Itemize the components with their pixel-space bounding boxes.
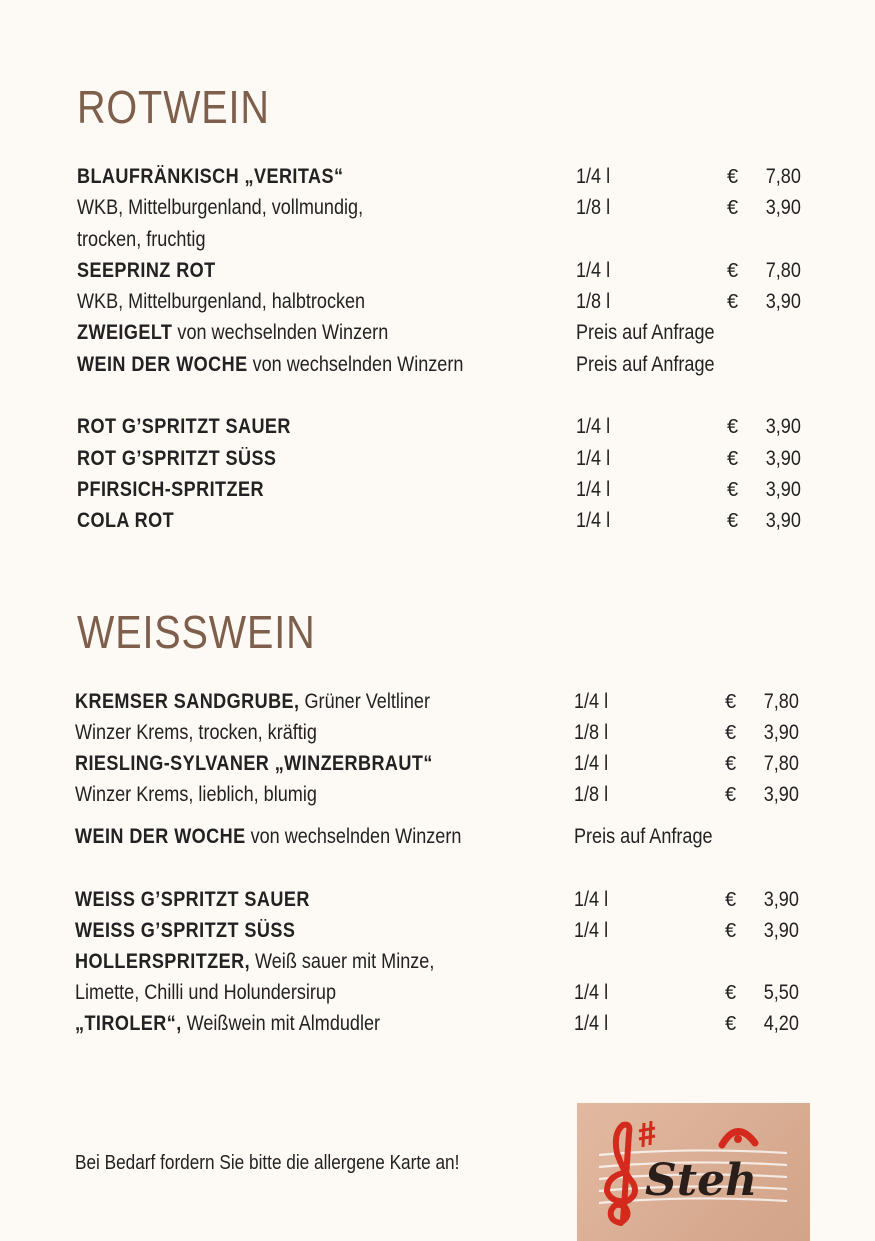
currency-symbol: € bbox=[727, 166, 739, 188]
item-details: von wechselnden Winzern bbox=[172, 321, 389, 344]
currency-symbol: € bbox=[725, 920, 737, 942]
item-quantity: 1/4 l bbox=[576, 165, 611, 188]
item-details: Grüner Veltliner bbox=[299, 690, 430, 713]
item-name: SEEPRINZ ROT bbox=[77, 259, 216, 282]
item-price: 3,90 bbox=[765, 196, 801, 219]
item-price: 3,90 bbox=[765, 290, 801, 313]
menu-item-row bbox=[77, 193, 801, 223]
item-name: WEIN DER WOCHE bbox=[77, 353, 248, 376]
currency-symbol: € bbox=[725, 1013, 737, 1035]
allergen-note: Bei Bedarf fordern Sie bitte die allergene Karte an! bbox=[75, 1152, 460, 1174]
item-name: BLAUFRÄNKISCH „VERITAS“ bbox=[77, 165, 344, 188]
item-description bbox=[75, 780, 317, 810]
item-description bbox=[77, 412, 291, 442]
item-description bbox=[75, 885, 310, 915]
item-name: ROT G’SPRITZT SÜSS bbox=[77, 447, 277, 470]
menu-item-row bbox=[75, 822, 799, 852]
item-quantity: 1/8 l bbox=[576, 290, 611, 313]
item-price: 3,90 bbox=[765, 478, 801, 501]
menu-item-row bbox=[77, 162, 801, 192]
item-quantity: 1/4 l bbox=[576, 509, 611, 532]
currency-symbol: € bbox=[725, 691, 737, 713]
item-description bbox=[77, 506, 174, 536]
item-details: trocken, fruchtig bbox=[77, 228, 206, 251]
currency-symbol: € bbox=[725, 982, 737, 1004]
item-name: RIESLING-SYLVANER „WINZERBRAUT“ bbox=[75, 752, 433, 775]
item-price: 3,90 bbox=[765, 509, 801, 532]
item-quantity: 1/4 l bbox=[574, 752, 609, 775]
item-details: Limette, Chilli und Holundersirup bbox=[75, 981, 337, 1004]
item-description bbox=[77, 475, 264, 505]
section-title-weisswein: WEISSWEIN bbox=[77, 606, 316, 658]
item-details: von wechselnden Winzern bbox=[247, 353, 464, 376]
item-description bbox=[77, 444, 276, 474]
item-price: 7,80 bbox=[763, 752, 799, 775]
menu-item-row bbox=[77, 475, 801, 505]
item-description bbox=[77, 225, 205, 255]
item-name: HOLLERSPRITZER, bbox=[75, 950, 251, 973]
item-price: 3,90 bbox=[763, 721, 799, 744]
menu-item-row bbox=[77, 225, 801, 255]
item-description bbox=[75, 978, 336, 1008]
menu-item-row bbox=[77, 318, 801, 348]
item-description bbox=[75, 1009, 380, 1039]
sharp-icon bbox=[639, 1121, 655, 1147]
item-price: 3,90 bbox=[763, 888, 799, 911]
menu-item-row bbox=[75, 885, 799, 915]
item-quantity: Preis auf Anfrage bbox=[576, 321, 715, 344]
item-quantity: 1/8 l bbox=[574, 783, 609, 806]
item-name: ZWEIGELT bbox=[77, 321, 173, 344]
item-name: COLA ROT bbox=[77, 509, 175, 532]
item-description bbox=[77, 162, 343, 192]
menu-item-row bbox=[77, 256, 801, 286]
item-price: 7,80 bbox=[765, 165, 801, 188]
item-name: WEISS G’SPRITZT SAUER bbox=[75, 888, 310, 911]
item-description bbox=[75, 822, 461, 852]
item-details: von wechselnden Winzern bbox=[245, 825, 462, 848]
currency-symbol: € bbox=[727, 260, 739, 282]
logo-text: Steh bbox=[645, 1155, 758, 1206]
item-quantity: 1/4 l bbox=[574, 1012, 609, 1035]
menu-item-row bbox=[75, 749, 799, 779]
menu-item-row bbox=[75, 978, 799, 1008]
item-quantity: 1/4 l bbox=[576, 259, 611, 282]
restaurant-logo bbox=[577, 1103, 810, 1241]
menu-item-row bbox=[75, 687, 799, 717]
currency-symbol: € bbox=[727, 416, 739, 438]
item-details: WKB, Mittelburgenland, halbtrocken bbox=[77, 290, 366, 313]
fermata-icon bbox=[722, 1131, 755, 1145]
currency-symbol: € bbox=[727, 197, 739, 219]
menu-item-row bbox=[77, 350, 801, 380]
item-price: 7,80 bbox=[763, 690, 799, 713]
item-quantity: 1/8 l bbox=[574, 721, 609, 744]
item-quantity: 1/4 l bbox=[574, 690, 609, 713]
menu-item-row bbox=[75, 1009, 799, 1039]
item-quantity: 1/4 l bbox=[576, 478, 611, 501]
item-price: 3,90 bbox=[763, 783, 799, 806]
item-name: ROT G’SPRITZT SAUER bbox=[77, 415, 291, 438]
item-description bbox=[75, 687, 430, 717]
item-description bbox=[75, 947, 434, 977]
currency-symbol: € bbox=[727, 448, 739, 470]
item-quantity: 1/8 l bbox=[576, 196, 611, 219]
item-quantity: 1/4 l bbox=[576, 447, 611, 470]
currency-symbol: € bbox=[725, 722, 737, 744]
item-price: 4,20 bbox=[763, 1012, 799, 1035]
item-details: Winzer Krems, trocken, kräftig bbox=[75, 721, 317, 744]
item-price: 7,80 bbox=[765, 259, 801, 282]
item-description bbox=[77, 256, 216, 286]
currency-symbol: € bbox=[727, 479, 739, 501]
item-quantity: Preis auf Anfrage bbox=[576, 353, 715, 376]
item-description bbox=[75, 718, 317, 748]
logo-graphic bbox=[577, 1103, 810, 1241]
item-details: Winzer Krems, lieblich, blumig bbox=[75, 783, 317, 806]
item-quantity: 1/4 l bbox=[574, 981, 609, 1004]
currency-symbol: € bbox=[725, 784, 737, 806]
menu-item-row bbox=[75, 947, 799, 977]
item-quantity: 1/4 l bbox=[574, 888, 609, 911]
item-price: 5,50 bbox=[763, 981, 799, 1004]
menu-item-row bbox=[75, 780, 799, 810]
currency-symbol: € bbox=[725, 889, 737, 911]
item-price: 3,90 bbox=[763, 919, 799, 942]
item-name: KREMSER SANDGRUBE, bbox=[75, 690, 300, 713]
item-name: WEIN DER WOCHE bbox=[75, 825, 246, 848]
item-description bbox=[77, 193, 363, 223]
item-description bbox=[77, 350, 463, 380]
item-details: Weißwein mit Almdudler bbox=[181, 1012, 381, 1035]
item-description bbox=[77, 287, 365, 317]
item-description bbox=[77, 318, 388, 348]
item-description bbox=[75, 916, 295, 946]
currency-symbol: € bbox=[725, 753, 737, 775]
item-quantity: 1/4 l bbox=[574, 919, 609, 942]
currency-symbol: € bbox=[727, 291, 739, 313]
currency-symbol: € bbox=[727, 510, 739, 532]
treble-clef-icon bbox=[607, 1125, 635, 1223]
item-details: Weiß sauer mit Minze, bbox=[250, 950, 435, 973]
item-quantity: Preis auf Anfrage bbox=[574, 825, 713, 848]
item-details: WKB, Mittelburgenland, vollmundig, bbox=[77, 196, 364, 219]
menu-item-row bbox=[75, 718, 799, 748]
item-price: 3,90 bbox=[765, 447, 801, 470]
item-description bbox=[75, 749, 433, 779]
item-name: PFIRSICH-SPRITZER bbox=[77, 478, 264, 501]
item-name: „TIROLER“, bbox=[75, 1012, 182, 1035]
menu-item-row bbox=[77, 412, 801, 442]
menu-item-row bbox=[77, 444, 801, 474]
menu-item-row bbox=[77, 287, 801, 317]
menu-item-row bbox=[77, 506, 801, 536]
section-title-rotwein: ROTWEIN bbox=[77, 81, 270, 133]
item-price: 3,90 bbox=[765, 415, 801, 438]
menu-item-row bbox=[75, 916, 799, 946]
item-quantity: 1/4 l bbox=[576, 415, 611, 438]
item-name: WEISS G’SPRITZT SÜSS bbox=[75, 919, 296, 942]
